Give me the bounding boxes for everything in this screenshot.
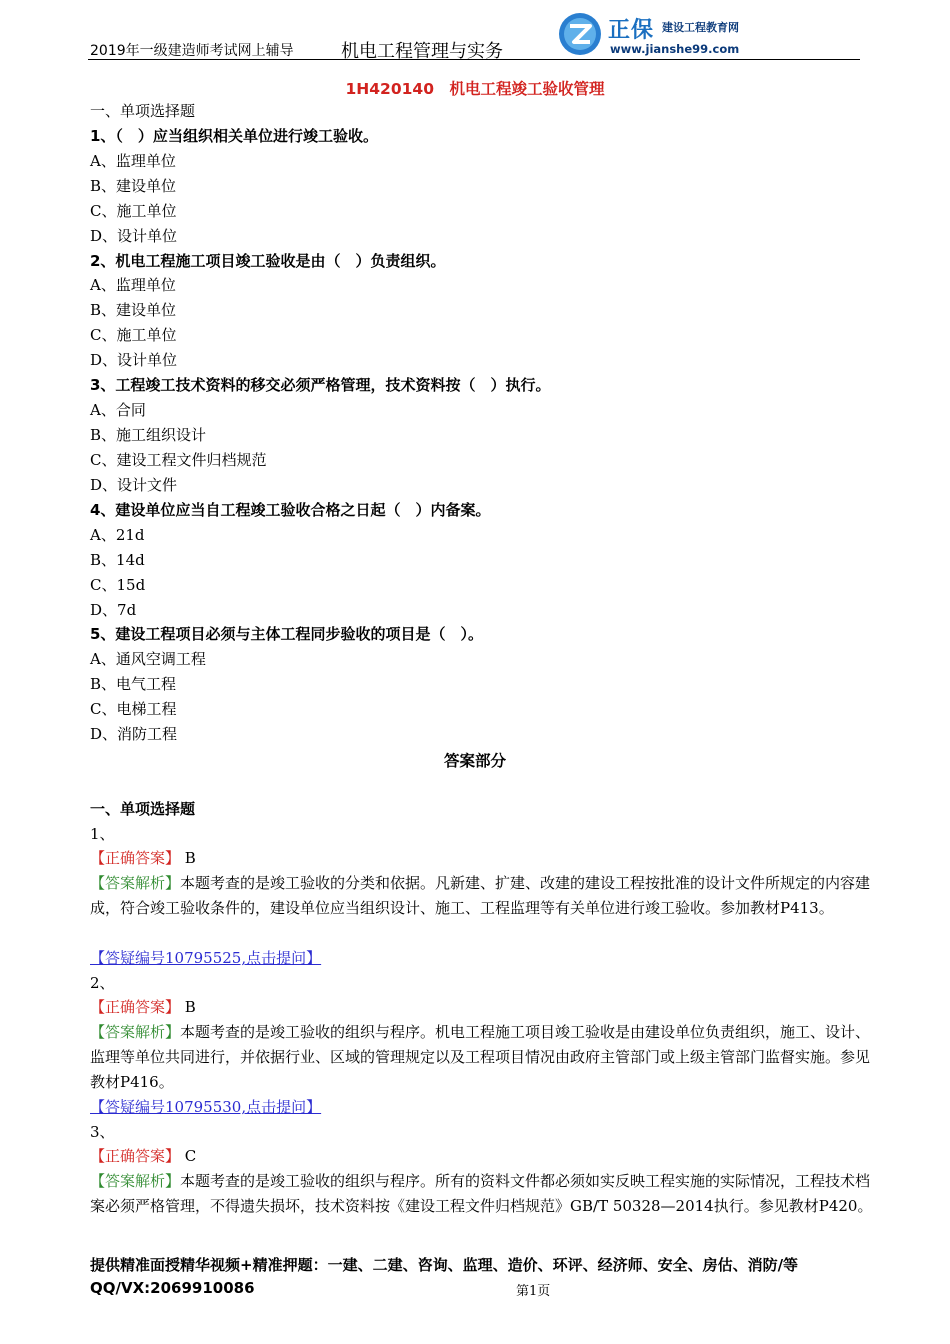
correct-answer-label: 【正确答案】 — [90, 1147, 181, 1165]
question-stem: 3、工程竣工技术资料的移交必须严格管理，技术资料按（ ）执行。 — [90, 376, 551, 394]
answers-heading: 答案部分 — [443, 752, 506, 770]
correct-answer-value: C — [180, 1147, 197, 1165]
ask-question-link[interactable]: 【答疑编号10795525,点击提问】 — [90, 949, 322, 967]
option: A、合同 — [90, 401, 146, 419]
option: D、7d — [90, 601, 137, 619]
header-subject: 机电工程管理与实务 — [341, 41, 503, 62]
logo-brand: 正保 — [608, 18, 655, 43]
answer-number: 3、 — [90, 1123, 115, 1141]
analysis-text: 本题考查的是竣工验收的组织与程序。机电工程施工项目竣工验收是由建设单位负责组织，施工、设计、监理等单位共同进行，并依据行业、区域的管理规定以及工程项目情况由政府主管部门或上级主管部门监督实施。参见教材P416。 — [90, 1023, 871, 1091]
header-course: 2019年一级建造师考试网上辅导 — [90, 43, 294, 59]
analysis-label: 【答案解析】 — [90, 874, 181, 892]
question-link-row — [90, 1097, 321, 1117]
header-divider — [88, 59, 860, 60]
option: C、电梯工程 — [90, 700, 177, 718]
page-title: 1H420140 机电工程竣工验收管理 — [345, 80, 605, 98]
option: D、设计文件 — [90, 476, 178, 494]
footer-contact: QQ/VX:2069910086 — [90, 1279, 255, 1297]
correct-answer-value: B — [180, 849, 196, 867]
option: C、15d — [90, 576, 146, 594]
option: A、21d — [90, 526, 145, 544]
logo-mark-icon — [558, 12, 602, 56]
analysis-paragraph — [90, 871, 880, 921]
answer-number: 1、 — [90, 825, 115, 843]
option: B、建设单位 — [90, 177, 177, 195]
question-stem: 2、机电工程施工项目竣工验收是由（ ）负责组织。 — [90, 252, 446, 270]
option: B、建设单位 — [90, 301, 177, 319]
option: A、监理单位 — [90, 152, 176, 170]
option: B、施工组织设计 — [90, 426, 207, 444]
option: B、电气工程 — [90, 675, 177, 693]
question-stem: 4、建设单位应当自工程竣工验收合格之日起（ ）内备案。 — [90, 501, 491, 519]
question-stem: 5、建设工程项目必须与主体工程同步验收的项目是（ ）。 — [90, 625, 483, 643]
analysis-label: 【答案解析】 — [90, 1172, 181, 1190]
question-link-row — [90, 948, 321, 968]
option: B、14d — [90, 551, 145, 569]
analysis-label: 【答案解析】 — [90, 1023, 181, 1041]
analysis-paragraph — [90, 1169, 880, 1219]
question-stem: 1、（ ）应当组织相关单位进行竣工验收。 — [90, 127, 378, 145]
correct-answer-label: 【正确答案】 — [90, 849, 181, 867]
option: D、消防工程 — [90, 725, 178, 743]
correct-answer-row — [90, 997, 196, 1017]
correct-answer-row — [90, 848, 196, 868]
correct-answer-label: 【正确答案】 — [90, 998, 181, 1016]
option: C、建设工程文件归档规范 — [90, 451, 267, 469]
option: A、监理单位 — [90, 276, 176, 294]
brand-logo — [558, 12, 748, 58]
logo-tagline: 建设工程教育网 — [662, 21, 739, 34]
analysis-text: 本题考查的是竣工验收的组织与程序。所有的资料文件都必须如实反映工程实施的实际情况，工程技术档案必须严格管理，不得遗失损坏，技术资料按《建设工程文件归档规范》GB/T 50328—2014执行。参见教材P420。 — [90, 1172, 873, 1215]
option: D、设计单位 — [90, 227, 178, 245]
page-number: 第1页 — [516, 1284, 551, 1299]
option: C、施工单位 — [90, 202, 177, 220]
analysis-paragraph — [90, 1020, 880, 1095]
correct-answer-value: B — [180, 998, 196, 1016]
option: D、设计单位 — [90, 351, 178, 369]
option: A、通风空调工程 — [90, 650, 206, 668]
option: C、施工单位 — [90, 326, 177, 344]
analysis-text: 本题考查的是竣工验收的分类和依据。凡新建、扩建、改建的建设工程按批准的设计文件所规定的内容建成，符合竣工验收条件的，建设单位应当组织设计、施工、工程监理等有关单位进行竣工验收。参加教材P413。 — [90, 874, 871, 917]
correct-answer-row — [90, 1146, 196, 1166]
footer-promo: 提供精准面授精华视频+精准押题：一建、二建、咨询、监理、造价、环评、经济师、安全、房估、消防/等 — [90, 1256, 799, 1274]
ask-question-link[interactable]: 【答疑编号10795530,点击提问】 — [90, 1098, 322, 1116]
section-heading: 一、单项选择题 — [90, 102, 196, 120]
answers-section-heading: 一、单项选择题 — [90, 800, 196, 818]
answer-number: 2、 — [90, 974, 115, 992]
logo-url: www.jianshe99.com — [610, 42, 740, 56]
